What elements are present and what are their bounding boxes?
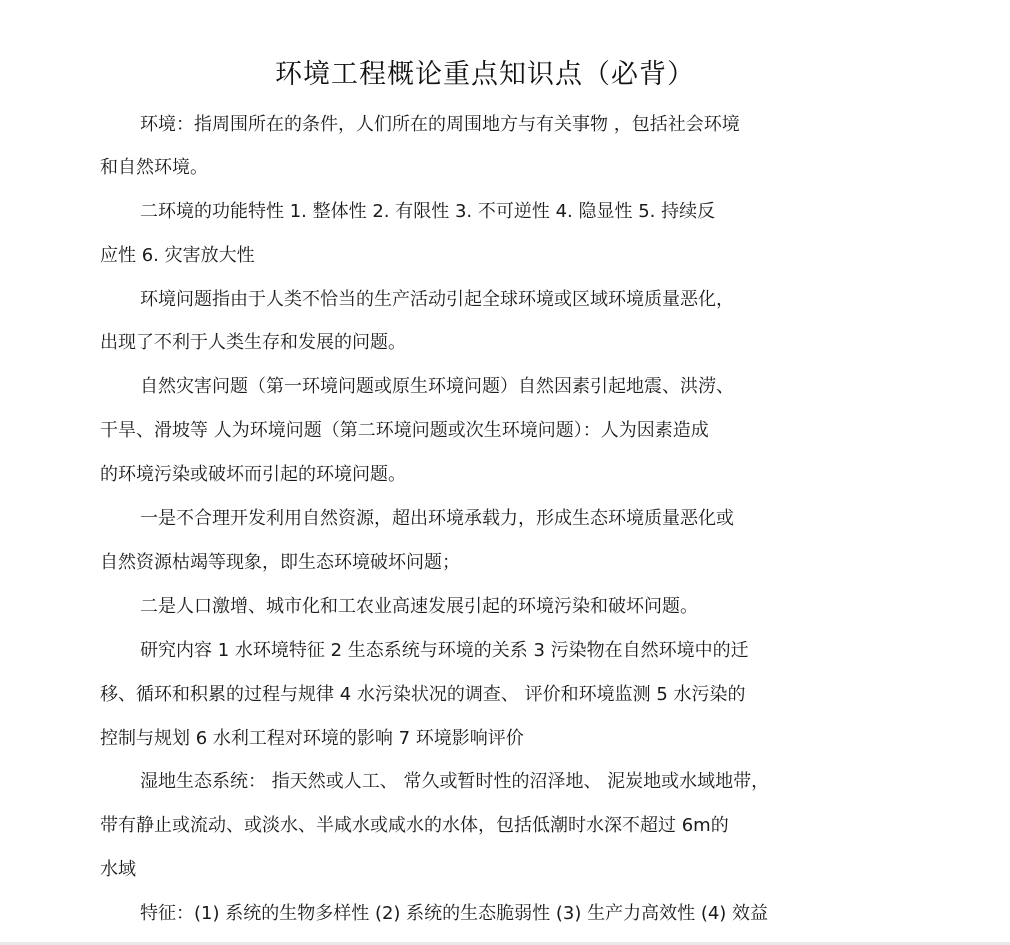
text-line: 移、循环和积累的过程与规律 4 水污染状况的调查、 评价和环境监测 5 水污染的	[100, 684, 746, 705]
text-line: 自然灾害问题（第一环境问题或原生环境问题）自然因素引起地震、洪涝、	[140, 376, 734, 397]
text-line: 的环境污染或破坏而引起的环境问题。	[100, 464, 406, 485]
text-line: 环境问题指由于人类不恰当的生产活动引起全球环境或区域环境质量恶化，	[140, 289, 734, 310]
text-line: 带有静止或流动、或淡水、半咸水或咸水的水体，包括低潮时水深不超过 6m的	[100, 815, 729, 836]
text-line: 二环境的功能特性 1. 整体性 2. 有限性 3. 不可逆性 4. 隐显性 5. 持续反	[140, 201, 716, 222]
text-line: 应性 6. 灾害放大性	[100, 245, 255, 266]
text-line: 控制与规划 6 水利工程对环境的影响 7 环境影响评价	[100, 728, 524, 749]
text-line: 干旱、滑坡等 人为环境问题（第二环境问题或次生环境问题）：人为因素造成	[100, 420, 709, 441]
text-line: 和自然环境。	[100, 157, 208, 178]
text-line: 二是人口激增、城市化和工农业高速发展引起的环境污染和破坏问题。	[140, 596, 698, 617]
document-title: 环境工程概论重点知识点（必背）	[275, 59, 695, 90]
text-line: 湿地生态系统： 指天然或人工、 常久或暂时性的沼泽地、 泥炭地或水域地带，	[140, 771, 770, 792]
text-line: 一是不合理开发利用自然资源，超出环境承载力，形成生态环境质量恶化或	[140, 508, 734, 529]
text-line: 环境：指周围所在的条件，人们所在的周围地方与有关事物 ，包括社会环境	[140, 114, 740, 135]
text-line: 出现了不利于人类生存和发展的问题。	[100, 332, 406, 353]
text-line: 特征：(1) 系统的生物多样性 (2) 系统的生态脆弱性 (3) 生产力高效性 (4) 效益	[140, 903, 769, 924]
text-line: 研究内容 1 水环境特征 2 生态系统与环境的关系 3 污染物在自然环境中的迁	[140, 640, 749, 661]
text-line: 水域	[100, 859, 136, 880]
text-line: 自然资源枯竭等现象，即生态环境破坏问题；	[100, 552, 460, 573]
